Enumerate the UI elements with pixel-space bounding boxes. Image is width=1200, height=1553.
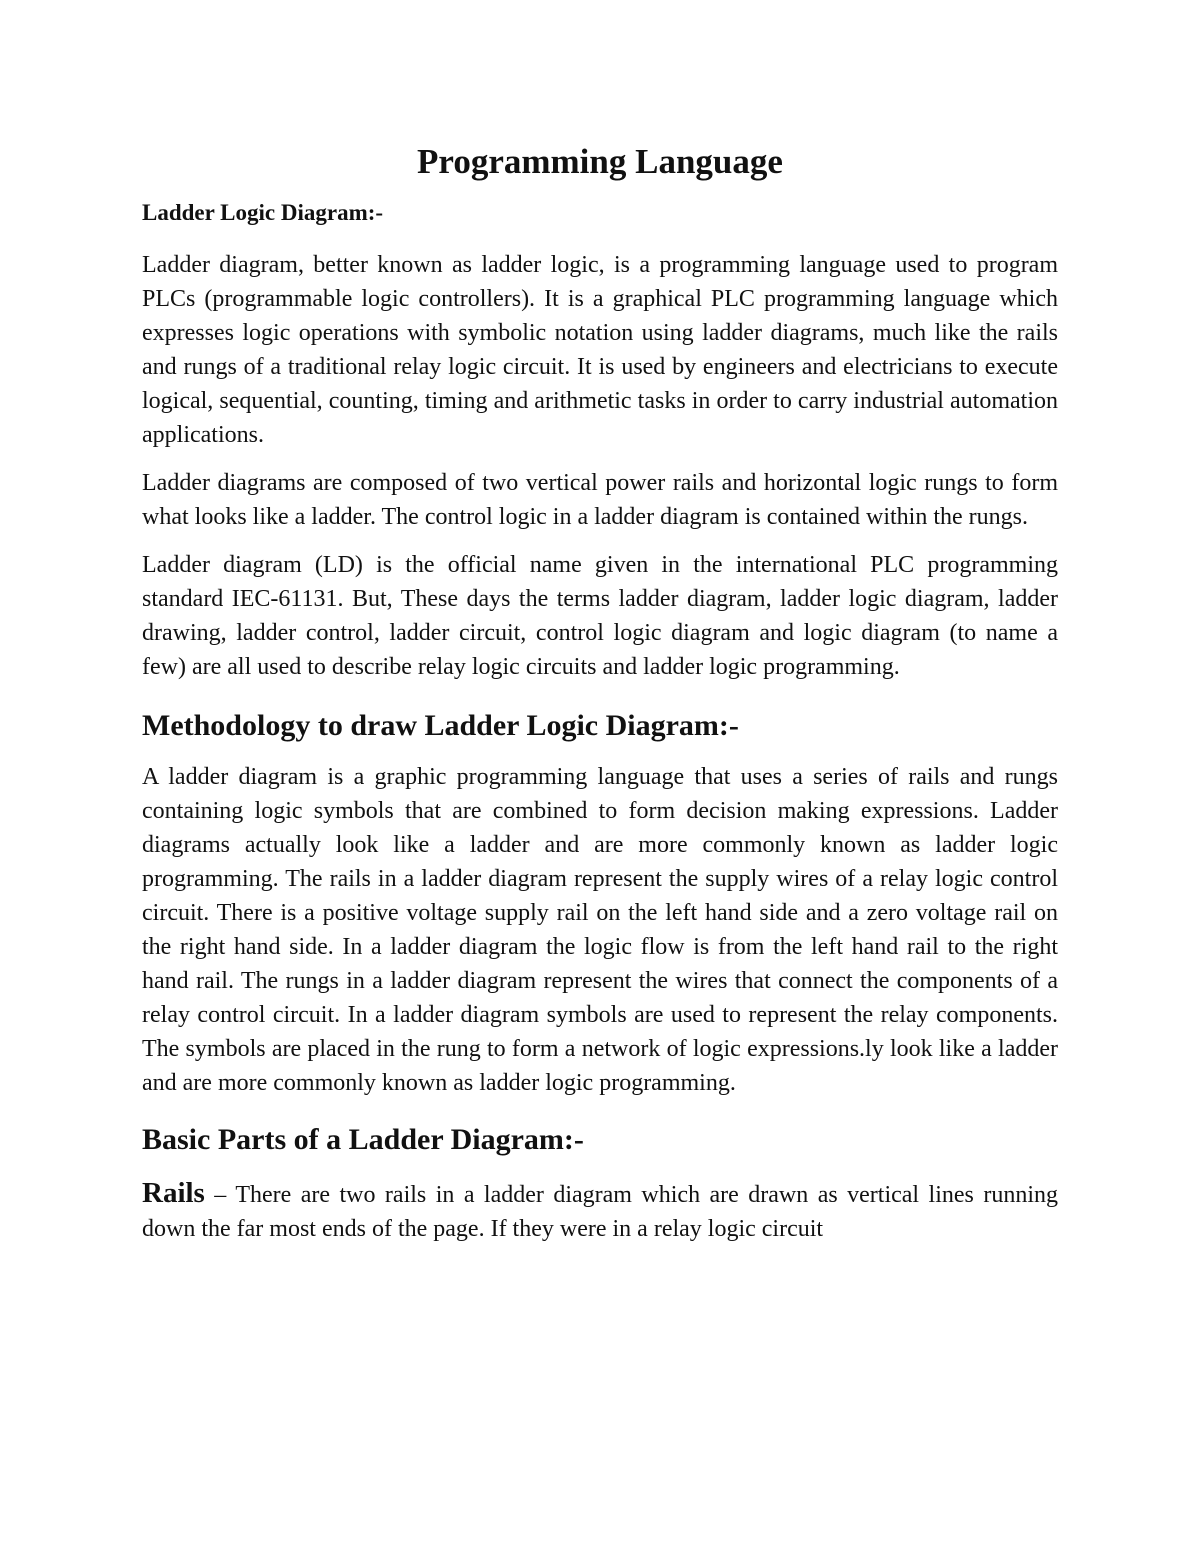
rails-term: Rails bbox=[142, 1177, 205, 1209]
paragraph-methodology: A ladder diagram is a graphic programming language that uses a series of rails and rungs containing logic symbols that are combined to form decision making expressions. Ladder diagrams actually look like a ladder and are more commonly known as ladder logic programming. The rails in a ladder diagram represent the supply wires of a relay logic control circuit. There is a positive voltage supply rail on the left hand side and a zero voltage rail on the right hand side. In a ladder diagram the logic flow is from the left hand rail to the right hand rail. The rungs in a ladder diagram represent the wires that connect the components of a relay control circuit. In a ladder diagram symbols are used to represent the relay components. The symbols are placed in the rung to form a network of logic expressions.ly look like a ladder and are more commonly known as ladder logic programming. bbox=[142, 764, 1058, 1096]
document-title: Programming Language bbox=[417, 142, 783, 181]
section-heading-basic-parts: Basic Parts of a Ladder Diagram:- bbox=[142, 1123, 584, 1156]
section-heading-ladder-logic: Ladder Logic Diagram:- bbox=[142, 200, 384, 225]
paragraph-ladder-standard: Ladder diagram (LD) is the official name given in the international PLC programming standard IEC-61131. But, These days the terms ladder diagram, ladder logic diagram, ladder drawing, ladder control, ladder circuit, control logic diagram and logic diagram (to name a few) are all used to describe relay logic circuits and ladder logic programming. bbox=[142, 552, 1058, 680]
section-heading-methodology: Methodology to draw Ladder Logic Diagram:- bbox=[142, 709, 739, 742]
rails-description: – There are two rails in a ladder diagram which are drawn as vertical lines running down the far most ends of the page. If they were in a relay logic circuit bbox=[142, 1182, 1058, 1242]
paragraph-ladder-intro: Ladder diagram, better known as ladder logic, is a programming language used to program PLCs (programmable logic controllers). It is a graphical PLC programming language which expresses logic operations with symbolic notation using ladder diagrams, much like the rails and rungs of a traditional relay logic circuit. It is used by engineers and electricians to execute logical, sequential, counting, timing and arithmetic tasks in order to carry industrial automation applications. bbox=[142, 252, 1058, 448]
paragraph-rails bbox=[142, 1176, 1058, 1246]
document-page bbox=[142, 140, 1058, 1260]
paragraph-ladder-composition: Ladder diagrams are composed of two vertical power rails and horizontal logic rungs to form what looks like a ladder. The control logic in a ladder diagram is contained within the rungs. bbox=[142, 470, 1058, 530]
